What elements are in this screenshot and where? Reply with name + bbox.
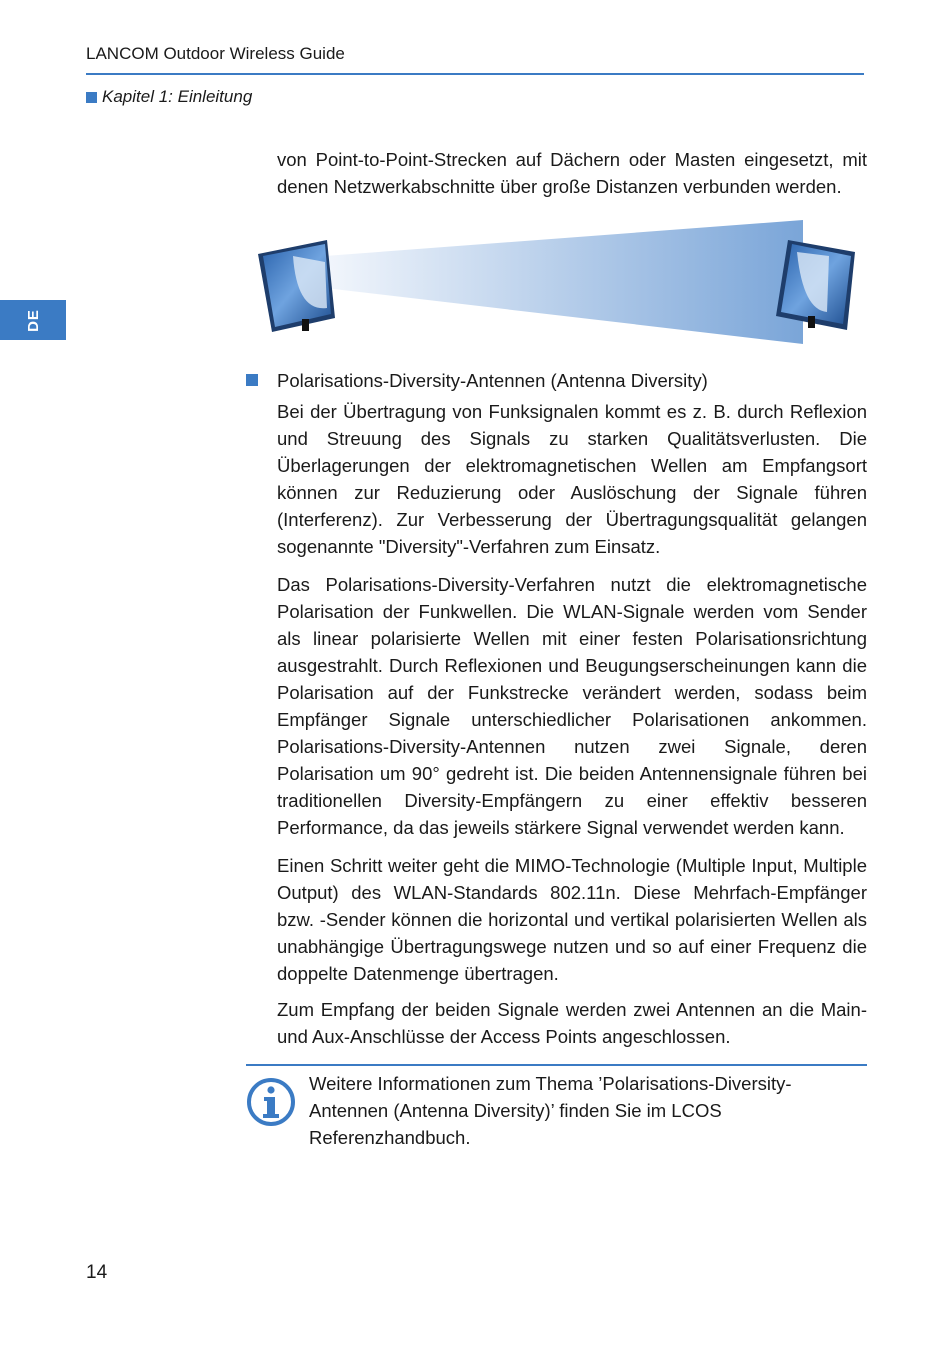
chapter-label (86, 87, 252, 107)
bullet-heading-text: Polarisations-Diversity-Antennen (Antenna Diversity) (277, 370, 708, 391)
point-to-point-antenna-illustration (255, 216, 867, 348)
running-header: LANCOM Outdoor Wireless Guide (86, 44, 345, 63)
note-text: Weitere Informationen zum Thema ’Polarisations-Diversity-Antennen (Antenna Diversity)’ finden Sie im LCOS Referenzhandbuch. (309, 1073, 792, 1148)
bullet-heading (277, 367, 867, 394)
paragraph-text: Zum Empfang der beiden Signale werden zwei Antennen an die Main- und Aux-Anschlüsse der Access Points angeschlossen. (277, 999, 867, 1047)
note-rule (246, 1064, 867, 1066)
language-tab-label: DE (24, 308, 42, 332)
chapter-text: Kapitel 1: Einleitung (102, 87, 253, 106)
bullet-square-icon (246, 374, 258, 386)
paragraph-text: Einen Schritt weiter geht die MIMO-Technologie (Multiple Input, Multiple Output) des WLAN-Standards 802.11n. Diese Mehrfach-Empfänger bzw. -Sender können die horizontal und vertikal polarisierten Wellen als unabhängige Übertragungswege nutzen und so auf einer Frequenz die doppelte Datenmenge übertragen. (277, 855, 867, 984)
page-number: 14 (86, 1262, 108, 1283)
intro-paragraph (277, 146, 867, 200)
body-paragraph (277, 852, 867, 987)
paragraph-text: Das Polarisations-Diversity-Verfahren nutzt die elektromagnetische Polarisation der Funkwellen. Die WLAN-Signale werden vom Sender als linear polarisierte Wellen mit einer festen Polarisationsrichtung ausgestrahlt. Durch Reflexionen und Beugungserscheinungen kann die Polarisation auf der Funkstrecke verändert werden, sodass beim Empfänger Signale unterschiedlicher Polarisationen ankommen. Polarisations-Diversity-Antennen nutzen zwei Signale, deren Polarisation um 90° gedreht ist. Die beiden Antennensignale führen bei traditionellen Diversity-Empfängern zu einer effektiv besseren Performance, da das jeweils stärkere Signal verwendet werden kann. (277, 574, 867, 838)
left-antenna-icon (258, 240, 335, 332)
right-antenna-icon (776, 240, 855, 330)
chapter-square-icon (86, 92, 97, 103)
radio-beam (325, 220, 803, 344)
header-rule (86, 73, 864, 75)
info-icon (246, 1077, 296, 1127)
language-tab (0, 300, 66, 340)
intro-text: von Point-to-Point-Strecken auf Dächern oder Masten eingesetzt, mit denen Netzwerkabschnitte über große Distanzen verbunden werden. (277, 149, 867, 197)
body-paragraph (277, 996, 867, 1050)
paragraph-text: Bei der Übertragung von Funksignalen kommt es z. B. durch Reflexion und Streuung des Signals zu starken Qualitätsverlusten. Die Überlagerungen der elektromagnetischen Wellen am Empfangsort können zur Reduzierung oder Auslöschung der Signale führen (Interferenz). Zur Verbesserung der Übertragungsqualität gelangen sogenannte "Diversity"-Verfahren zum Einsatz. (277, 401, 867, 557)
body-paragraph (277, 571, 867, 841)
body-paragraph (277, 398, 867, 560)
